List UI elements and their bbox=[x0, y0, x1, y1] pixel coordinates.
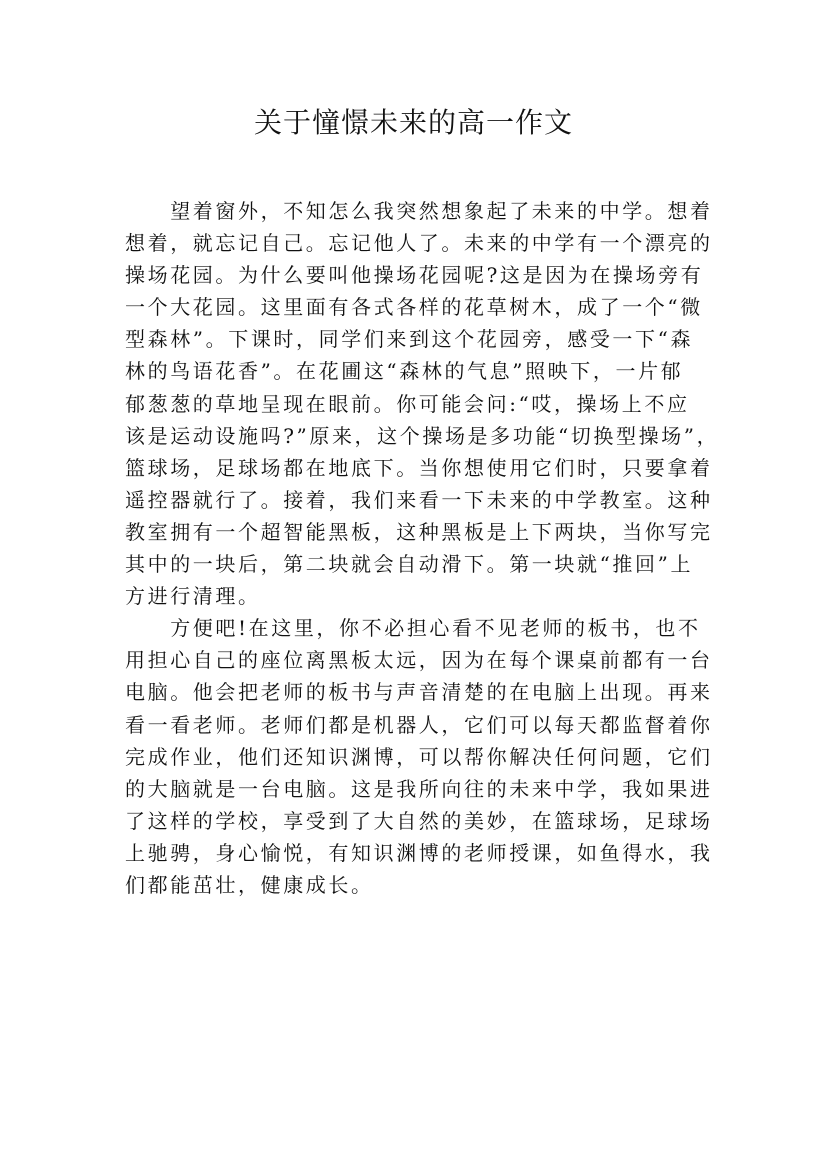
text-line: 看一看老师。老师们都是机器人，它们可以每天都监督着你 bbox=[125, 712, 713, 737]
text-line: 们都能茁壮，健康成长。 bbox=[125, 872, 374, 897]
text-line: 郁葱葱的草地呈现在眼前。你可能会问:“哎，操场上不应 bbox=[125, 391, 690, 416]
text-line: 操场花园。为什么要叫他操场花园呢?这是因为在操场旁有 bbox=[125, 263, 704, 288]
document-body bbox=[125, 195, 745, 901]
text-line: 篮球场，足球场都在地底下。当你想使用它们时，只要拿着 bbox=[125, 455, 713, 480]
paragraph-1 bbox=[125, 195, 745, 612]
text-line: 教室拥有一个超智能黑板，这种黑板是上下两块，当你写完 bbox=[125, 519, 713, 544]
document-title: 关于憧憬未来的高一作文 bbox=[253, 106, 573, 139]
text-line: 方便吧!在这里，你不必担心看不见老师的板书，也不 bbox=[125, 616, 701, 641]
text-line: 其中的一块后，第二块就会自动滑下。第一块就“推回”上 bbox=[125, 552, 694, 577]
text-line: 型森林”。下课时，同学们来到这个花园旁，感受一下“森 bbox=[125, 327, 694, 352]
text-line: 了这样的学校，享受到了大自然的美妙，在篮球场，足球场 bbox=[125, 808, 713, 833]
text-line: 完成作业，他们还知识渊博，可以帮你解决任何问题，它们 bbox=[125, 744, 713, 769]
text-line: 林的鸟语花香”。在花圃这“森林的气息”照映下，一片郁 bbox=[125, 359, 684, 384]
text-line: 用担心自己的座位离黑板太远，因为在每个课桌前都有一台 bbox=[125, 648, 713, 673]
text-line: 该是运动设施吗?”原来，这个操场是多功能“切换型操场”， bbox=[125, 423, 720, 448]
paragraph-2 bbox=[125, 612, 745, 901]
text-line: 望着窗外，不知怎么我突然想象起了未来的中学。想着 bbox=[125, 199, 713, 223]
text-line: 方进行清理。 bbox=[125, 584, 261, 609]
text-line: 想着，就忘记自己。忘记他人了。未来的中学有一个漂亮的 bbox=[125, 231, 713, 256]
text-line: 的大脑就是一台电脑。这是我所向往的未来中学，我如果进 bbox=[125, 776, 713, 801]
text-line: 上驰骋，身心愉悦，有知识渊博的老师授课，如鱼得水，我 bbox=[125, 840, 713, 865]
text-line: 电脑。他会把老师的板书与声音清楚的在电脑上出现。再来 bbox=[125, 680, 713, 705]
text-line: 一个大花园。这里面有各式各样的花草树木，成了一个“微 bbox=[125, 295, 703, 320]
text-line: 遥控器就行了。接着，我们来看一下未来的中学教室。这种 bbox=[125, 487, 713, 512]
